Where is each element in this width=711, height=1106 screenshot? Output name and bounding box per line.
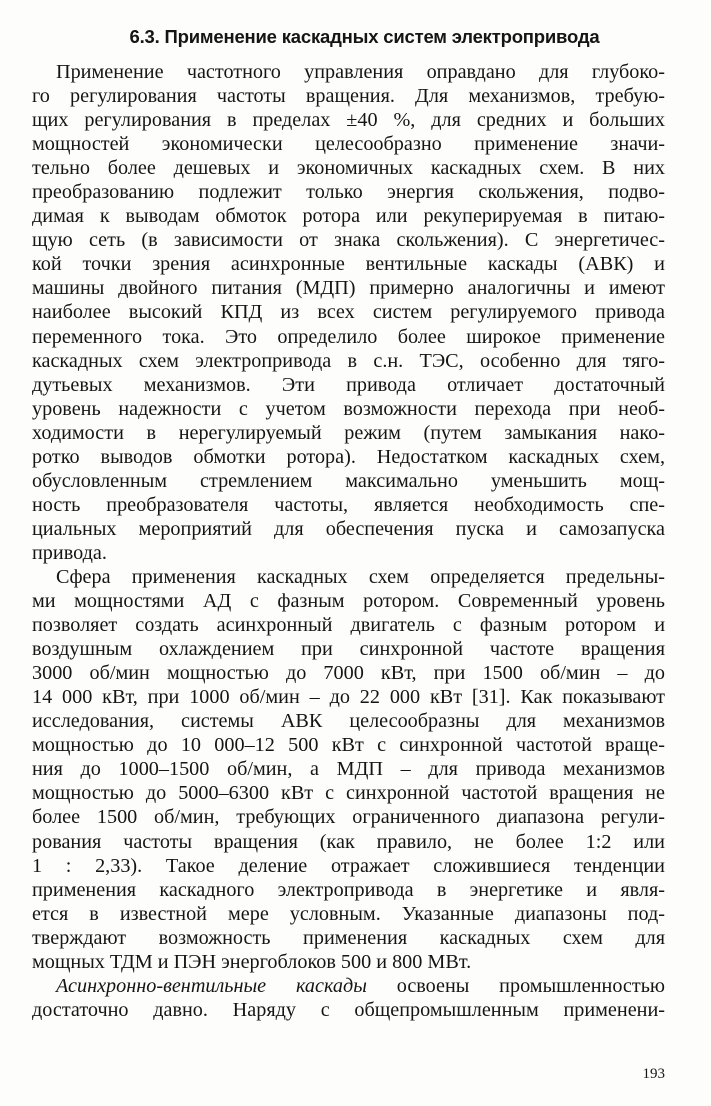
text-line: дутьевых механизмов. Эти привода отличает достаточный bbox=[32, 373, 665, 396]
text-line: ется в известной мере условным. Указанные диапазоны под- bbox=[32, 902, 665, 925]
text-line: Применение частотного управления оправдано для глубоко- bbox=[56, 61, 665, 83]
text-line: применения каскадного электропривода в энергетике и явля- bbox=[32, 878, 665, 901]
text-fragment: освоены промышленностью bbox=[366, 974, 665, 997]
text-line: мощностью до 5000–6300 кВт с синхронной частотой вращения не bbox=[32, 782, 665, 805]
text-line bbox=[32, 974, 665, 998]
text-line: мощностей экономически целесообразно применение значи- bbox=[32, 133, 665, 156]
text-line: исследования, системы АВК целесообразны для механизмов bbox=[32, 710, 665, 733]
text-line: достаточно давно. Наряду с общепромышленным применени- bbox=[32, 998, 665, 1021]
text-line: циальных мероприятий для обеспечения пуска и самозапуска bbox=[32, 517, 665, 540]
text-line: переменного тока. Это определило более широкое применение bbox=[32, 325, 665, 348]
text-line: тельно более дешевых и экономичных каскадных схем. В них bbox=[32, 157, 665, 180]
paragraph-3 bbox=[32, 974, 665, 1022]
text-line: наиболее высокий КПД из всех систем регулируемого привода bbox=[32, 301, 665, 324]
text-line: привода. bbox=[32, 541, 107, 564]
text-line: тверждают возможность применения каскадных схем для bbox=[32, 926, 665, 949]
text-line: ния до 1000–1500 об/мин, а МДП – для привода механизмов bbox=[32, 758, 665, 781]
paragraph-1 bbox=[32, 60, 665, 565]
text-line: щую сеть (в зависимости от знака скольжения). С энергетичес- bbox=[32, 229, 665, 252]
text-line: мощностью до 10 000–12 500 кВт с синхронной частотой враще- bbox=[32, 734, 665, 757]
text-line: машины двойного питания (МДП) примерно аналогичны и имеют bbox=[32, 277, 665, 300]
text-line: 3000 об/мин мощностью до 7000 кВт, при 1500 об/мин – до bbox=[32, 662, 665, 685]
text-line: кой точки зрения асинхронные вентильные каскады (АВК) и bbox=[32, 253, 665, 276]
text-line: Сфера применения каскадных схем определяется предельны- bbox=[56, 565, 665, 588]
text-line: более 1500 об/мин, требующих ограниченного диапазона регули- bbox=[32, 806, 665, 829]
text-line: каскадных схем электропривода в с.н. ТЭС, особенно для тяго- bbox=[32, 349, 665, 372]
body-text bbox=[32, 60, 665, 1022]
text-line: ми мощностями АД с фазным ротором. Современный уровень bbox=[32, 590, 665, 613]
text-line: воздушным охлаждением при синхронной частоте вращения bbox=[32, 638, 665, 661]
text-line: рования частоты вращения (как правило, не более 1:2 или bbox=[32, 830, 665, 853]
text-line: позволяет создать асинхронный двигатель с фазным ротором и bbox=[32, 614, 665, 637]
text-line: ротко выводов обмотки ротора). Недостатком каскадных схем, bbox=[32, 445, 665, 468]
text-line: ходимости в нерегулируемый режим (путем замыкания нако- bbox=[32, 421, 665, 444]
text-line: обусловленным стремлением максимально уменьшить мощ- bbox=[32, 469, 665, 492]
text-line: мощных ТДМ и ПЭН энергоблоков 500 и 800 МВт. bbox=[32, 950, 472, 973]
text-line: уровень надежности с учетом возможности перехода при необ- bbox=[32, 397, 665, 420]
italic-term: Асинхронно-вентильные каскады bbox=[56, 974, 367, 997]
text-line: димая к выводам обмоток ротора или рекуперируемая в питаю- bbox=[32, 205, 665, 228]
text-line: 14 000 кВт, при 1000 об/мин – до 22 000 кВт [31]. Как показывают bbox=[32, 686, 665, 709]
text-line: го регулирования частоты вращения. Для механизмов, требую- bbox=[32, 85, 665, 108]
paragraph-2 bbox=[32, 565, 665, 974]
text-line: щих регулирования в пределах ±40 %, для средних и больших bbox=[32, 109, 665, 132]
text-line: 1 : 2,33). Такое деление отражает сложившиеся тенденции bbox=[32, 854, 665, 877]
text-line: ность преобразователя частоты, является необходимость спе- bbox=[32, 493, 665, 516]
page-number: 193 bbox=[642, 1066, 665, 1082]
text-line: преобразованию подлежит только энергия скольжения, подво- bbox=[32, 181, 665, 204]
section-heading: 6.3. Применение каскадных систем электропривода bbox=[129, 26, 600, 47]
